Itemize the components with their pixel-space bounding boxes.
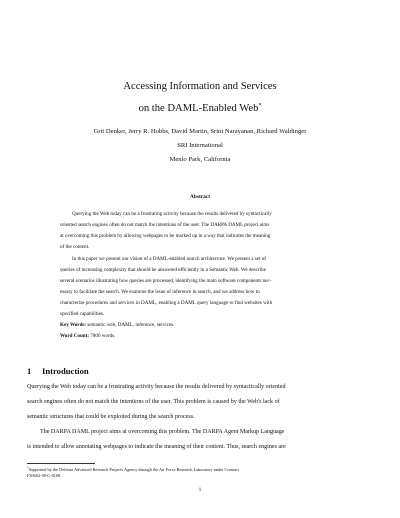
body-line: is intended to allow annotating webpages to indicate the meaning of their content. Thus, search engines are — [27, 444, 286, 450]
abstract-line: several scenarios illustrating how queries are processed, identifying the main software components nec- — [60, 278, 272, 284]
body-line: search engines often do not match the intentions of the user. This problem is caused by the Web's lack of — [27, 399, 280, 405]
abstract-line: In this paper we present our vision of a DAML-enabled search architecture. We present a set of — [72, 256, 266, 262]
paper-title-line-1: Accessing Information and Services — [123, 81, 277, 92]
abstract-line: specified capabilities. — [60, 311, 105, 317]
body-line: semantic structures that could be exploited during the search process. — [27, 414, 195, 420]
paper-title-line-2 — [0, 100, 400, 115]
author-list: Grit Denker, Jerry R. Hobbs, David Martin, Srini Narayanan, Richard Waldinger — [93, 128, 307, 135]
word-count-value: 7800 words. — [90, 333, 116, 339]
word-count — [60, 333, 340, 339]
body-line: The DARPA DAML project aims at overcoming this problem. The DARPA Agent Markup Language — [40, 429, 285, 435]
footnote-line — [27, 466, 373, 472]
abstract-line: at overcoming this problem by allowing webpages to be marked up in a way that indicates the meaning — [60, 233, 271, 239]
page-number: 1 — [198, 487, 202, 493]
word-count-label: Word Count: — [60, 333, 90, 339]
title-text: on the DAML-Enabled Web — [138, 103, 259, 114]
keywords-value: semantic web, DAML, inference, services. — [87, 322, 175, 328]
title-footnote-mark: * — [258, 103, 262, 109]
footnote-text: Supported by the Defense Advanced Research Projects Agency through the Air Force Research Laboratory under Contract — [28, 467, 240, 472]
affiliation: SRI International — [177, 142, 223, 149]
footnote-mark: * — [27, 466, 29, 470]
abstract-line: oriented search engines often do not match the intentions of the user. The DARPA DAML project aims — [60, 222, 270, 228]
keywords-label: Key Words: — [60, 322, 87, 328]
abstract-heading: Abstract — [189, 194, 211, 200]
footnote-line: F30602-00-C-0168. — [27, 473, 62, 478]
location: Menlo Park, California — [169, 156, 231, 163]
abstract-line: of the content. — [60, 244, 90, 250]
abstract-line: essary to facilitate the search. We examine the issue of inference in search, and we address how to — [60, 289, 260, 295]
section-title: Introduction — [42, 366, 89, 376]
section-number: 1 — [27, 366, 32, 376]
abstract-line: Querying the Web today can be a frustrating activity because the results delivered by syntactically — [72, 211, 272, 217]
footnote-rule — [27, 463, 95, 464]
abstract-line: characterize procedures and services in DAML, enabling a DAML query language to find websites with — [60, 300, 273, 306]
section-heading — [27, 366, 89, 376]
body-line: Querying the Web today can be a frustrating activity because the results delivered by syntactically oriented — [27, 384, 286, 390]
abstract-line: queries of increasing complexity that should be answered efficiently in a Semantic Web. We describe — [60, 267, 266, 273]
keywords — [60, 322, 340, 328]
